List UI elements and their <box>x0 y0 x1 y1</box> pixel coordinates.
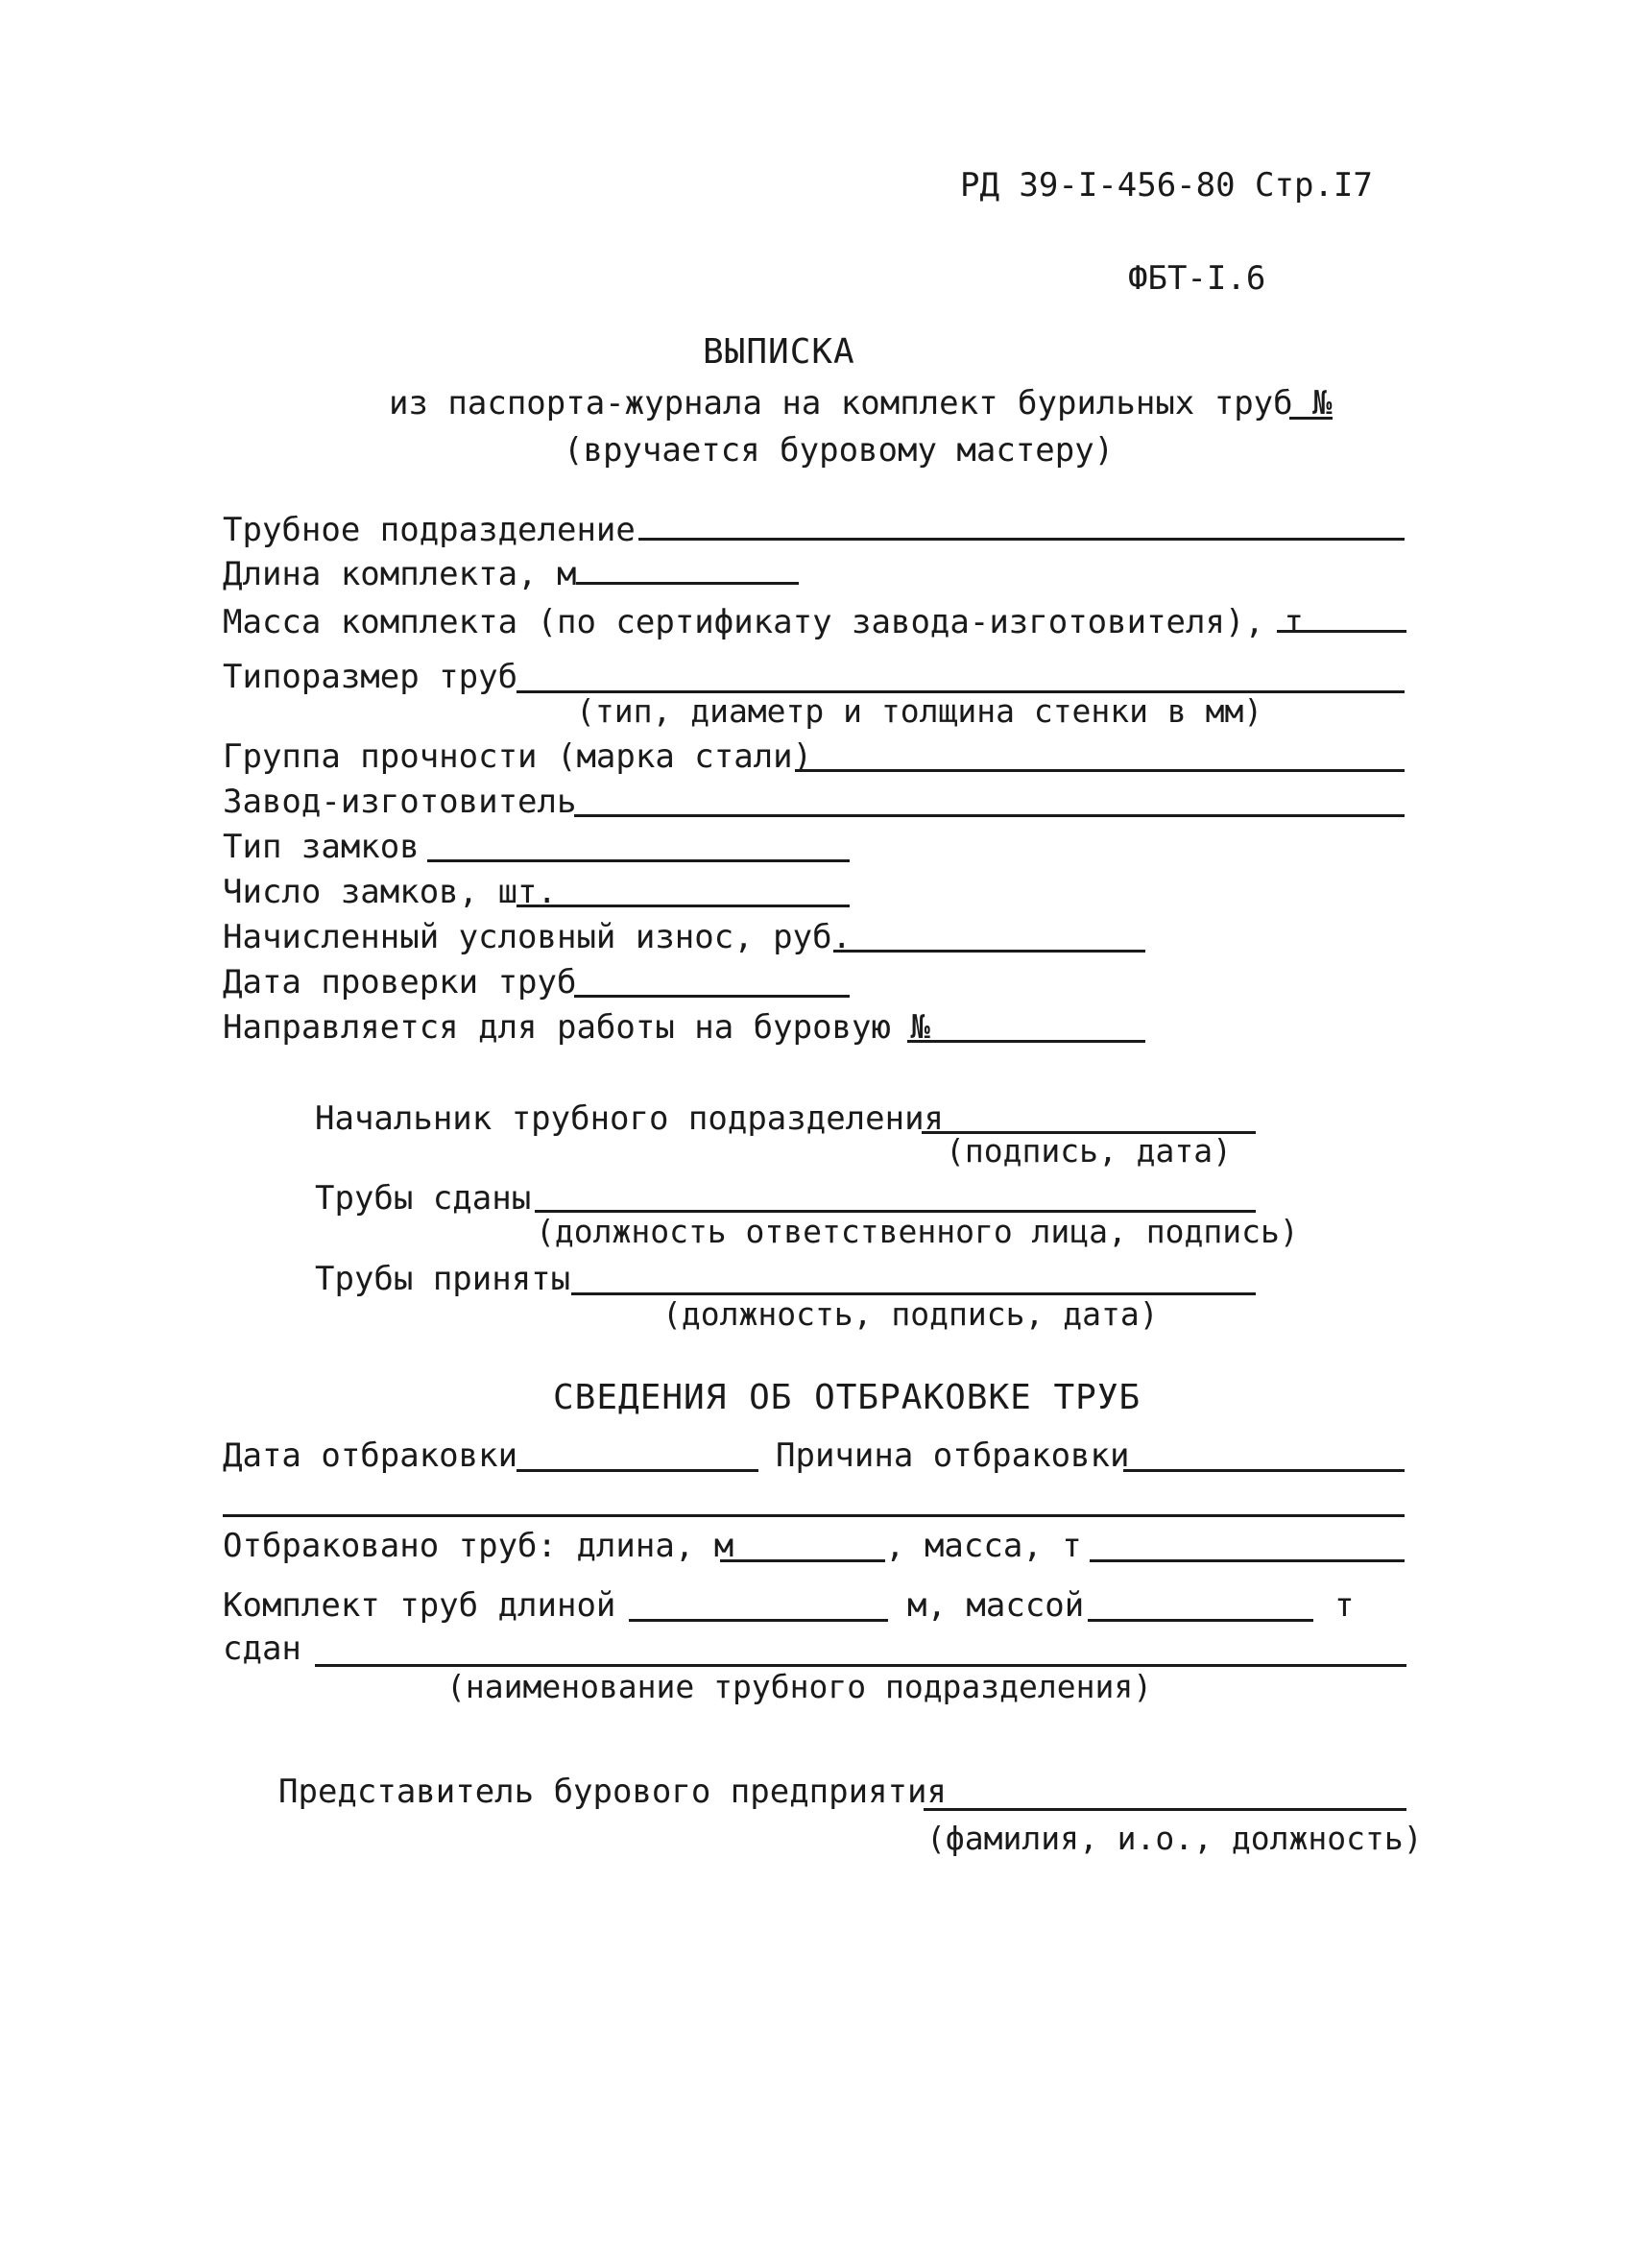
representative-label: Представитель бурового предприятия <box>278 1773 947 1811</box>
pipe-size-caption: (тип, диаметр и толщина стенки в мм) <box>576 692 1263 730</box>
set-length-blank <box>576 582 799 585</box>
rejected-length-blank <box>720 1559 885 1562</box>
strength-group-blank <box>795 769 1405 772</box>
rejection-date-blank <box>517 1469 758 1472</box>
form-code: ФБТ-I.6 <box>1128 259 1266 298</box>
pipe-size-label: Типоразмер труб <box>223 658 518 696</box>
set-mass-label: Масса комплекта (по сертификату завода-изготовителя), т <box>223 603 1304 641</box>
representative-blank <box>924 1808 1406 1811</box>
set-handover-mass-blank <box>1088 1619 1313 1622</box>
rejected-mass-label: , масса, т <box>885 1527 1082 1565</box>
document-title: ВЫПИСКА <box>703 332 855 372</box>
check-date-label: Дата проверки труб <box>223 963 577 1001</box>
rejected-mass-blank <box>1090 1559 1405 1562</box>
unit-tonnes: т <box>1334 1586 1355 1625</box>
rejection-reason-blank <box>1123 1469 1405 1472</box>
handed-over-caption: (наименование трубного подразделения) <box>446 1668 1153 1705</box>
handed-caption: (должность ответственного лица, подпись) <box>536 1213 1299 1250</box>
rejection-reason-label: Причина отбраковки <box>776 1436 1130 1475</box>
strength-group-label: Группа прочности (марка стали) <box>223 737 813 776</box>
pipe-division-blank <box>638 538 1405 541</box>
set-mass-blank <box>1277 630 1406 633</box>
rejected-length-label: Отбраковано труб: длина, м <box>223 1527 734 1565</box>
wear-label: Начисленный условный износ, руб. <box>223 918 853 956</box>
lock-type-blank <box>427 859 850 862</box>
pipe-division-label: Трубное подразделение <box>223 511 636 549</box>
lock-type-label: Тип замков <box>223 828 420 866</box>
rejection-date-label: Дата отбраковки <box>223 1436 518 1475</box>
set-handover-mass-label: м, массой <box>907 1586 1085 1625</box>
rejection-heading: СВЕДЕНИЯ ОБ ОТБРАКОВКЕ ТРУБ <box>553 1378 1141 1417</box>
handed-label: Трубы сданы <box>315 1179 532 1218</box>
representative-caption: (фамилия, и.о., должность) <box>926 1820 1423 1857</box>
set-number-blank <box>1289 417 1333 420</box>
set-handover-label: Комплект труб длиной <box>223 1586 616 1625</box>
lock-count-label: Число замков, шт. <box>223 873 557 911</box>
handed-over-label: сдан <box>223 1629 301 1668</box>
manufacturer-blank <box>574 814 1405 817</box>
handed-over-blank <box>315 1664 1406 1667</box>
subtitle-line-1: из паспорта-журнала на комплект бурильных труб № <box>389 384 1333 422</box>
accepted-label: Трубы приняты <box>315 1260 571 1298</box>
lock-count-blank <box>517 905 850 907</box>
head-signature-label: Начальник трубного подразделения <box>315 1099 945 1138</box>
set-length-label: Длина комплекта, м <box>223 555 577 593</box>
document-reference: РД 39-I-456-80 Стр.I7 <box>960 166 1373 205</box>
rig-label: Направляется для работы на буровую № <box>223 1008 930 1047</box>
head-signature-caption: (подпись, дата) <box>946 1132 1233 1170</box>
subtitle-line-2: (вручается буровому мастеру) <box>564 431 1115 470</box>
accepted-caption: (должность, подпись, дата) <box>662 1295 1159 1333</box>
set-handover-length-blank <box>629 1619 888 1622</box>
rig-number-blank <box>907 1040 1145 1043</box>
wear-blank <box>833 950 1145 953</box>
rejection-reason-line-2 <box>223 1514 1405 1517</box>
check-date-blank <box>574 995 850 998</box>
manufacturer-label: Завод-изготовитель <box>223 783 577 821</box>
